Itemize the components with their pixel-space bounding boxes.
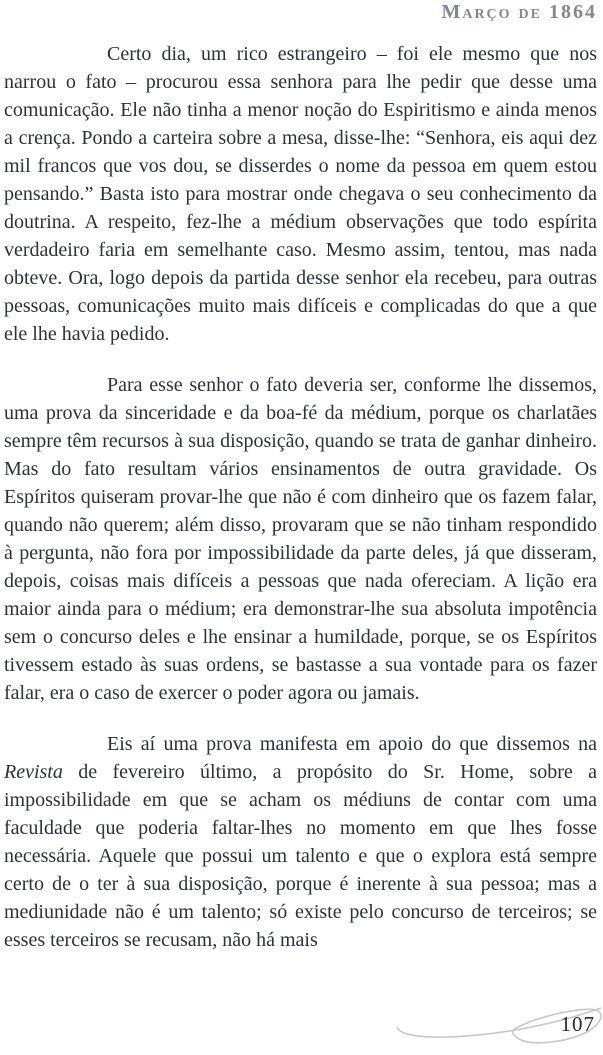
paragraph-2 [4,371,597,707]
page-footer [391,1000,603,1052]
page-body-text [4,40,597,977]
paragraph-1-text: Certo dia, um rico estrangeiro – foi ele mesmo que nos narrou o fato – procurou essa senhora para lhe pedir que desse uma comunicação. Ele não tinha a menor noção do Espiritismo e ainda menos a crença. Pondo a carteira sobre a mesa, disse-lhe: “Senhora, eis aqui dez mil francos que vos dou, se disserdes o nome da pessoa em quem estou pensando.” Basta isto para mostrar onde chegava o seu conhecimento da doutrina. A respeito, fez-lhe a médium observações que todo espírita verdadeiro faria em semelhante caso. Mesmo assim, tentou, mas nada obteve. Ora, logo depois da partida desse senhor ela recebeu, para outras pessoas, comunicações muito mais difíceis e complicadas do que a que ele lhe havia pedido. [4,43,597,345]
paragraph-3 [4,730,597,954]
paragraph-2-text: Para esse senhor o fato deveria ser, conforme lhe dissemos, uma prova da sinceridade e da boa-fé da médium, porque os charlatães sempre têm recursos à sua disposição, quando se trata de ganhar dinheiro. Mas do fato resultam vários ensinamentos de outra gravidade. Os Espíritos quiseram provar-lhe que não é com dinheiro que os fazem falar, quando não querem; além disso, provaram que se não tinham respondido à pergunta, não fora por impossibilidade da parte deles, já que disseram, depois, coisas mais difíceis a pessoas que nada ofereciam. A lição era maior ainda para o médium; era demonstrar-lhe sua absoluta impotência sem o concurso deles e lhe ensinar a humildade, porque, se os Espíritos tivessem estado às suas ordens, se bastasse a sua vontade para os fazer falar, era o caso de exercer o poder agora ou jamais. [4,374,597,704]
paragraph-3-text-before: Eis aí uma prova manifesta em apoio do que dissemos na [107,733,597,755]
paragraph-1 [4,40,597,348]
page-number: 107 [560,1012,595,1036]
paragraph-3-italic-title: Revista [4,761,63,783]
running-header: Março de 1864 [441,1,597,23]
paragraph-3-text-after: de fevereiro último, a propósito do Sr. Home, sobre a impossibilidade em que se acham os médiuns de contar com uma faculdade que poderia faltar-lhes no momento em que lhes fosse necessária. Aquele que possui um talento e que o explora está sempre certo de o ter à sua disposição, porque é inerente à sua pessoa; mas a mediunidade não é um talento; só existe pelo concurso de terceiros; se esses terceiros se recusam, não há mais [4,761,597,951]
